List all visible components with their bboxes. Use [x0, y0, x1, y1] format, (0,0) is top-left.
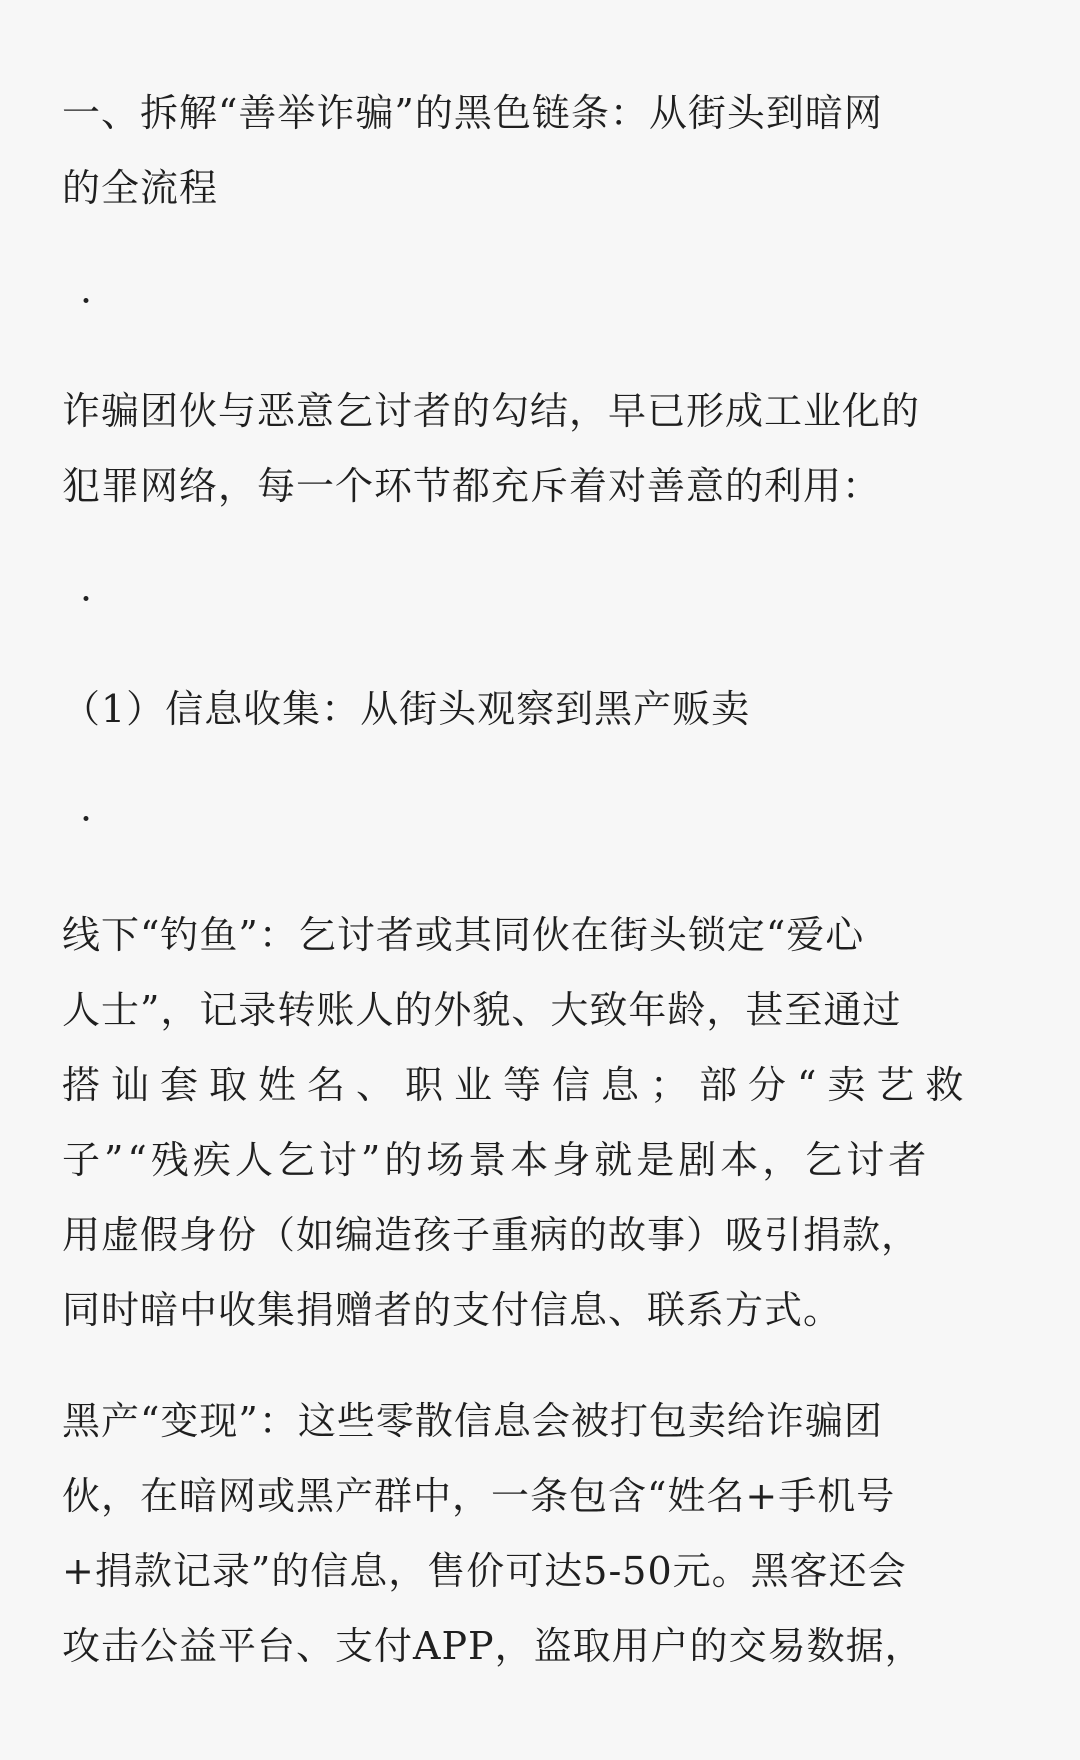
paragraph-line: 诈骗团伙与恶意乞讨者的勾结，早已形成工业化的 — [62, 389, 921, 433]
paragraph-fishing — [62, 898, 1022, 1348]
paragraph-line: 搭讪套取姓名、职业等信息；部分“卖艺救 — [62, 1063, 975, 1107]
paragraph-line: 线下“钓鱼”：乞讨者或其同伙在街头锁定“爱心 — [62, 913, 865, 957]
subheading — [62, 672, 1022, 747]
separator-dot: · — [80, 577, 93, 621]
section-heading — [62, 76, 1022, 226]
paragraph-line: 黑产“变现”：这些零散信息会被打包卖给诈骗团 — [62, 1399, 883, 1443]
paragraph-line: 攻击公益平台、支付APP，盗取用户的交易数据， — [62, 1624, 924, 1668]
paragraph-line: 伙，在暗网或黑产群中，一条包含“姓名+手机号 — [62, 1474, 896, 1518]
heading-line: 一、拆解“善举诈骗”的黑色链条：从街头到暗网 — [62, 91, 883, 135]
paragraph-line: 犯罪网络，每一个环节都充斥着对善意的利用： — [62, 464, 882, 508]
paragraph-line: 用虚假身份（如编造孩子重病的故事）吸引捐款， — [62, 1213, 921, 1257]
paragraph-line: 人士”，记录转账人的外貌、大致年龄，甚至通过 — [62, 988, 902, 1032]
subheading-line: （1）信息收集：从街头观察到黑产贩卖 — [62, 687, 751, 731]
paragraph-line: +捐款记录”的信息，售价可达5-50元。黑客还会 — [62, 1549, 907, 1593]
paragraph-line: 同时暗中收集捐赠者的支付信息、联系方式。 — [62, 1288, 843, 1332]
intro-paragraph — [62, 374, 1022, 524]
separator-dot: · — [80, 279, 93, 323]
heading-line: 的全流程 — [62, 166, 219, 210]
paragraph-line: 子”“残疾人乞讨”的场景本身就是剧本，乞讨者 — [62, 1138, 931, 1182]
separator-dot: · — [80, 797, 93, 841]
paragraph-black-market — [62, 1384, 1022, 1684]
